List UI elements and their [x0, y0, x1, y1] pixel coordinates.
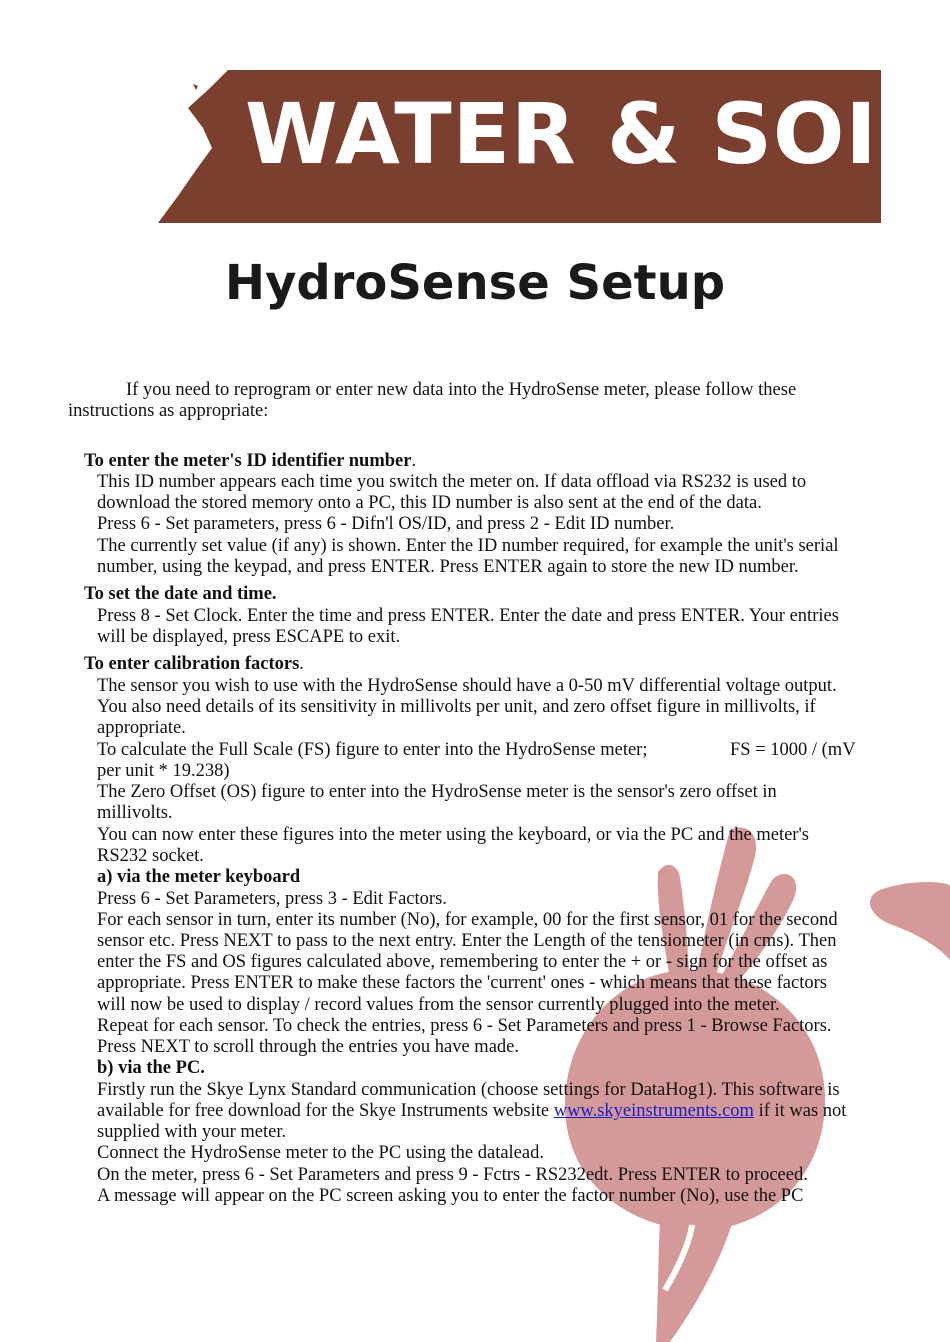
id-number-line: The currently set value (if any) is shown. Enter the ID number required, for example the unit's serial: [97, 536, 839, 556]
keyboard-line: enter the FS and OS figures calculated above, remembering to enter the + or - sign for the offset as: [97, 952, 828, 972]
keyboard-line: appropriate. Press ENTER to make these factors the 'current' ones - which means that these factors: [97, 973, 827, 993]
keyboard-line: For each sensor in turn, enter its number (No), for example, 00 for the first sensor, 01 for the second: [97, 910, 838, 930]
calibration-line: per unit * 19.238): [97, 761, 230, 781]
pc-line-prefix: available for free download for the Skye Instruments website: [97, 1101, 554, 1121]
calibration-line: You also need details of its sensitivity in millivolts per unit, and zero offset figure in millivolts, if: [97, 697, 816, 717]
keyboard-line: sensor etc. Press NEXT to pass to the next entry. Enter the Length of the tensiometer (in cms). Then: [97, 931, 837, 951]
banner-title: WATER & SOIL: [245, 85, 933, 183]
section-heading-id-number-text: To enter the meter's ID identifier number: [84, 451, 412, 471]
id-number-line: number, using the keypad, and press ENTER. Press ENTER again to store the new ID number.: [97, 557, 799, 577]
id-number-line: This ID number appears each time you switch the meter on. If data offload via RS232 is used to: [97, 472, 807, 492]
keyboard-line: Press NEXT to scroll through the entries you have made.: [97, 1037, 519, 1057]
subheading-pc: b) via the PC.: [97, 1058, 205, 1078]
keyboard-line: will now be used to display / record values from the sensor currently plugged into the meter.: [97, 995, 780, 1015]
fs-formula: FS = 1000 / (mV: [730, 740, 856, 760]
calibration-line: appropriate.: [97, 718, 186, 738]
date-time-line: will be displayed, press ESCAPE to exit.: [97, 627, 401, 647]
id-number-line: download the stored memory onto a PC, this ID number is also sent at the end of the data.: [97, 493, 762, 513]
pc-line: On the meter, press 6 - Set Parameters and press 9 - Fctrs - RS232edt. Press ENTER to proceed.: [97, 1165, 808, 1185]
section-heading-calibration: [84, 654, 304, 675]
section-heading-date-time: To set the date and time.: [84, 584, 277, 604]
pc-line-suffix: if it was not: [753, 1101, 847, 1121]
id-number-line: Press 6 - Set parameters, press 6 - Difn'l OS/ID, and press 2 - Edit ID number.: [97, 514, 675, 534]
pc-line: Firstly run the Skye Lynx Standard communication (choose settings for DataHog1). This software is: [97, 1080, 840, 1100]
keyboard-line: Repeat for each sensor. To check the entries, press 6 - Set Parameters and press 1 - Browse Factors.: [97, 1016, 832, 1036]
pc-line: supplied with your meter.: [97, 1122, 287, 1142]
section-heading-id-number-suffix: .: [411, 451, 417, 471]
calibration-line: millivolts.: [97, 803, 173, 823]
page-title: HydroSense Setup: [224, 255, 726, 311]
keyboard-line: Press 6 - Set Parameters, press 3 - Edit Factors.: [97, 889, 447, 909]
pc-line: A message will appear on the PC screen asking you to enter the factor number (No), use the PC: [97, 1186, 804, 1206]
fs-formula-intro: To calculate the Full Scale (FS) figure to enter into the HydroSense meter;: [97, 740, 648, 760]
intro-line-1: If you need to reprogram or enter new data into the HydroSense meter, please follow these: [126, 380, 797, 400]
date-time-line: Press 8 - Set Clock. Enter the time and press ENTER. Enter the date and press ENTER. Your entries: [97, 606, 839, 626]
subheading-keyboard: a) via the meter keyboard: [97, 867, 301, 887]
pc-line-with-link: [97, 1101, 846, 1122]
section-heading-calibration-text: To enter calibration factors: [84, 654, 300, 674]
intro-line-2: instructions as appropriate:: [68, 401, 269, 421]
calibration-line: RS232 socket.: [97, 846, 204, 866]
calibration-line: The sensor you wish to use with the HydroSense should have a 0-50 mV differential voltage output.: [97, 676, 837, 696]
pc-line: Connect the HydroSense meter to the PC using the datalead.: [97, 1143, 544, 1163]
calibration-line: The Zero Offset (OS) figure to enter into the HydroSense meter is the sensor's zero offset in: [97, 782, 777, 802]
skye-website-link[interactable]: www.skyeinstruments.com: [553, 1101, 754, 1121]
calibration-line: You can now enter these figures into the meter using the keyboard, or via the PC and the meter's: [97, 825, 809, 845]
section-heading-calibration-suffix: .: [299, 654, 304, 674]
section-heading-id-number: [84, 451, 416, 472]
header-banner: [0, 0, 950, 240]
